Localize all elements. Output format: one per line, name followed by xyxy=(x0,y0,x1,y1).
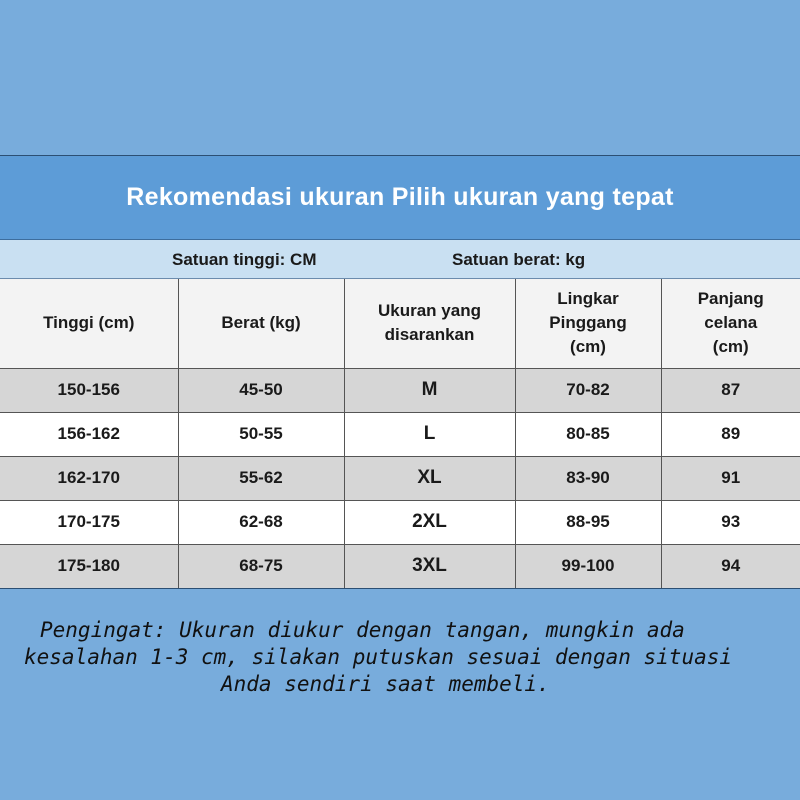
header-line: Pinggang xyxy=(549,313,627,333)
col-header-recommended-size xyxy=(344,279,515,368)
col-header-height xyxy=(0,279,178,368)
col-header-waist xyxy=(515,279,661,368)
header-row xyxy=(0,279,800,368)
note-line: Anda sendiri saat membeli. xyxy=(221,672,550,696)
table-row xyxy=(0,456,800,500)
size-cell: XL xyxy=(344,456,515,500)
header-line: (cm) xyxy=(712,337,749,357)
waist-cell: 99-100 xyxy=(515,544,661,588)
chart-title: Rekomendasi ukuran Pilih ukuran yang tepat xyxy=(0,156,800,240)
height-unit-label: Satuan tinggi: CM xyxy=(172,250,317,269)
pants-length-cell: 89 xyxy=(661,412,800,456)
pants-length-cell: 94 xyxy=(661,544,800,588)
pants-length-cell: 87 xyxy=(661,368,800,412)
header-line: Berat (kg) xyxy=(221,313,301,333)
waist-cell: 70-82 xyxy=(515,368,661,412)
col-header-pants-length xyxy=(661,279,800,368)
waist-cell: 88-95 xyxy=(515,500,661,544)
weight-cell: 50-55 xyxy=(178,412,344,456)
height-cell: 162-170 xyxy=(0,456,178,500)
weight-unit-label: Satuan berat: kg xyxy=(452,250,586,269)
header-line: Tinggi (cm) xyxy=(43,313,135,333)
size-cell: 2XL xyxy=(344,500,515,544)
waist-cell: 83-90 xyxy=(515,456,661,500)
size-cell: 3XL xyxy=(344,544,515,588)
header-line: Panjang xyxy=(697,289,764,309)
header-line: (cm) xyxy=(570,337,606,357)
weight-cell: 68-75 xyxy=(178,544,344,588)
note-line: Pengingat: Ukuran diukur dengan tangan, mungkin ada xyxy=(40,618,685,642)
weight-cell: 45-50 xyxy=(178,368,344,412)
weight-cell: 55-62 xyxy=(178,456,344,500)
table-row xyxy=(0,500,800,544)
pants-length-cell: 93 xyxy=(661,500,800,544)
waist-cell: 80-85 xyxy=(515,412,661,456)
table-row xyxy=(0,368,800,412)
size-chart xyxy=(0,155,800,589)
table-row xyxy=(0,412,800,456)
size-table xyxy=(0,279,800,588)
height-cell: 175-180 xyxy=(0,544,178,588)
height-cell: 150-156 xyxy=(0,368,178,412)
header-line: Lingkar xyxy=(557,289,619,309)
height-cell: 156-162 xyxy=(0,412,178,456)
size-cell: L xyxy=(344,412,515,456)
note-line: kesalahan 1-3 cm, silakan putuskan sesuai dengan situasi xyxy=(24,645,733,669)
table-row xyxy=(0,544,800,588)
weight-cell: 62-68 xyxy=(178,500,344,544)
units-bar xyxy=(0,240,800,279)
pants-length-cell: 91 xyxy=(661,456,800,500)
header-line: Ukuran yang xyxy=(378,301,481,321)
size-cell: M xyxy=(344,368,515,412)
header-line: celana xyxy=(704,313,758,333)
col-header-weight xyxy=(178,279,344,368)
header-line: disarankan xyxy=(384,325,475,345)
height-cell: 170-175 xyxy=(0,500,178,544)
